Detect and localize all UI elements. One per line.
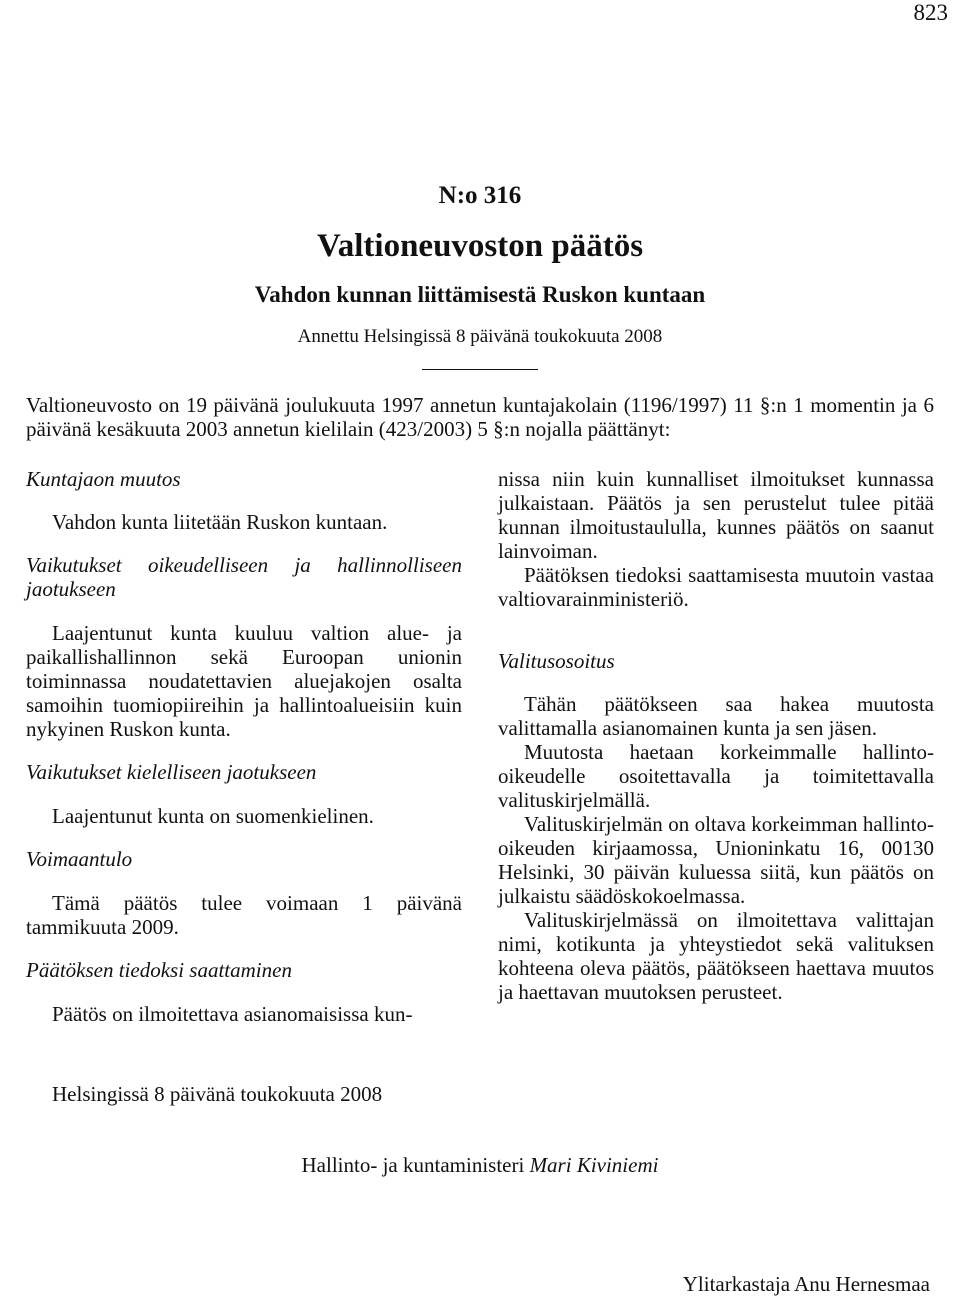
document-title: Valtioneuvoston päätös bbox=[316, 228, 644, 264]
right-column bbox=[498, 467, 934, 1004]
issued-line: Annettu Helsingissä 8 päivänä toukokuuta 2008 bbox=[297, 326, 663, 347]
clerk-signature: Ylitarkastaja Anu Hernesmaa bbox=[682, 1272, 930, 1296]
paragraph: Tähän päätökseen saa hakea muutosta valittamalla asianomainen kunta ja sen jäsen. bbox=[498, 692, 934, 740]
document-subtitle: Vahdon kunnan liittämisestä Ruskon kuntaan bbox=[254, 282, 706, 307]
heading-voimaantulo: Voimaantulo bbox=[26, 847, 133, 871]
signing-place-date: Helsingissä 8 päivänä toukokuuta 2008 bbox=[52, 1082, 383, 1106]
paragraph: Valituskirjelmän on oltava korkeimman hallinto-oikeuden kirjaamossa, Unioninkatu 16, 00130 Helsinki, 30 päivän kuluessa siitä, kun päätös on julkaistu säädöskokoelmassa. bbox=[498, 812, 934, 908]
statute-number: N:o 316 bbox=[438, 182, 522, 209]
paragraph: Tämä päätös tulee voimaan 1 päivänä tammikuuta 2009. bbox=[26, 891, 462, 939]
heading-kuntajaon-muutos: Kuntajaon muutos bbox=[26, 467, 181, 491]
paragraph: Päätöksen tiedoksi saattamisesta muutoin vastaa valtiovarainministeriö. bbox=[498, 563, 934, 611]
minister-name: Mari Kiviniemi bbox=[529, 1153, 659, 1177]
preamble: Valtioneuvosto on 19 päivänä joulukuuta 1997 annetun kuntajakolain (1196/1997) 11 §:n 1 momentin ja 6 päivänä kesäkuuta 2003 annetun kielilain (423/2003) 5 §:n nojalla päättänyt: bbox=[26, 393, 934, 441]
minister-signature bbox=[0, 1153, 960, 1178]
heading-tiedoksi-saattaminen: Päätöksen tiedoksi saattaminen bbox=[26, 958, 292, 982]
paragraph-continued: nissa niin kuin kunnalliset ilmoitukset kunnassa julkaistaan. Päätös ja sen perustelut tulee pitää kunnan ilmoitustaululla, kunnes päätös on saanut lainvoiman. bbox=[498, 467, 934, 563]
paragraph: Päätös on ilmoitettava asianomaisissa kun- bbox=[52, 1002, 413, 1026]
page-number: 823 bbox=[913, 0, 948, 25]
paragraph: Muutosta haetaan korkeimmalle hallinto-oikeudelle osoitettavalla ja toimitettavalla valituskirjelmällä. bbox=[498, 740, 934, 812]
heading-kielellinen-jaotus: Vaikutukset kielelliseen jaotukseen bbox=[26, 760, 317, 784]
heading-oikeudellinen-jaotus: Vaikutukset oikeudelliseen ja hallinnolliseen jaotukseen bbox=[26, 553, 462, 601]
left-column bbox=[26, 467, 462, 1026]
minister-title: Hallinto- ja kuntaministeri bbox=[301, 1153, 525, 1177]
paragraph: Vahdon kunta liitetään Ruskon kuntaan. bbox=[52, 510, 388, 534]
title-divider bbox=[422, 369, 538, 370]
heading-valitusosoitus: Valitusosoitus bbox=[498, 649, 615, 673]
paragraph: Laajentunut kunta on suomenkielinen. bbox=[52, 804, 374, 828]
paragraph: Valituskirjelmässä on ilmoitettava valittajan nimi, kotikunta ja yhteystiedot sekä valituksen kohteena oleva päätös, päätökseen haettava muutos ja haettavan muutoksen perusteet. bbox=[498, 908, 934, 1004]
paragraph: Laajentunut kunta kuuluu valtion alue- ja paikallishallinnon sekä Euroopan unionin toiminnassa noudatettavien aluejakojen osalta samoihin tuomiopiireihin ja hallintoalueisiin kuin nykyinen Ruskon kunta. bbox=[26, 621, 462, 741]
